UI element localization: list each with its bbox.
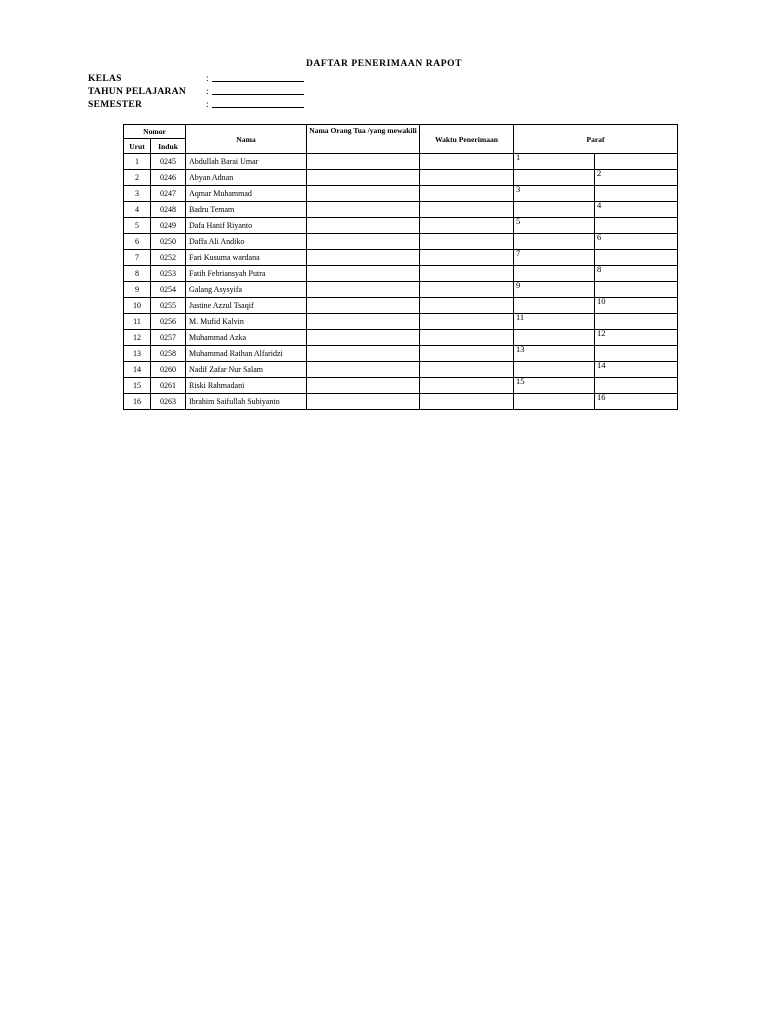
cell-urut: 14 [124, 362, 151, 378]
cell-urut: 3 [124, 186, 151, 202]
paraf-number: 16 [597, 393, 606, 402]
field-blank-line [212, 98, 304, 108]
table-row [124, 234, 678, 250]
cell-nama: M. Mufid Kalvin [186, 314, 307, 330]
cell-orang-tua [307, 202, 420, 218]
paraf-number: 3 [516, 185, 521, 194]
paraf-number: 8 [597, 265, 602, 274]
field-colon: : [206, 74, 209, 84]
field-blank-line [212, 72, 304, 82]
header-nama: Nama [186, 125, 307, 154]
cell-waktu [420, 202, 514, 218]
cell-urut: 6 [124, 234, 151, 250]
cell-nama: Abyan Adnan [186, 170, 307, 186]
paraf-number: 12 [597, 329, 606, 338]
header-induk: Induk [151, 139, 186, 154]
field-colon: : [206, 100, 209, 110]
cell-nama: Abdullah Barai Umar [186, 154, 307, 170]
cell-urut: 9 [124, 282, 151, 298]
field-label: KELAS [88, 74, 122, 84]
paraf-number: 2 [597, 169, 602, 178]
cell-waktu [420, 218, 514, 234]
cell-orang-tua [307, 394, 420, 410]
cell-orang-tua [307, 266, 420, 282]
cell-paraf-right [595, 346, 678, 362]
field-kelas [88, 71, 304, 84]
table-row [124, 154, 678, 170]
cell-waktu [420, 266, 514, 282]
cell-induk: 0247 [151, 186, 186, 202]
header-info [88, 71, 304, 110]
receipt-table [123, 124, 678, 410]
cell-induk: 0248 [151, 202, 186, 218]
cell-induk: 0261 [151, 378, 186, 394]
cell-urut: 13 [124, 346, 151, 362]
cell-nama: Riski Rahmadani [186, 378, 307, 394]
field-blank-line [212, 85, 304, 95]
paraf-number: 10 [597, 297, 606, 306]
cell-paraf-right [595, 266, 678, 282]
header-waktu: Waktu Penerimaan [420, 125, 514, 154]
cell-paraf-right [595, 250, 678, 266]
cell-paraf-right [595, 298, 678, 314]
cell-nama: Dafa Hanif Riyanto [186, 218, 307, 234]
cell-waktu [420, 186, 514, 202]
cell-urut: 15 [124, 378, 151, 394]
cell-induk: 0257 [151, 330, 186, 346]
cell-induk: 0246 [151, 170, 186, 186]
cell-orang-tua [307, 330, 420, 346]
field-label: SEMESTER [88, 100, 143, 110]
cell-induk: 0258 [151, 346, 186, 362]
cell-nama: Justine Azzul Tsaqif [186, 298, 307, 314]
paraf-number: 4 [597, 201, 602, 210]
cell-urut: 8 [124, 266, 151, 282]
cell-waktu [420, 170, 514, 186]
cell-urut: 4 [124, 202, 151, 218]
cell-waktu [420, 250, 514, 266]
cell-orang-tua [307, 218, 420, 234]
cell-paraf-right [595, 394, 678, 410]
cell-urut: 1 [124, 154, 151, 170]
cell-orang-tua [307, 170, 420, 186]
cell-induk: 0260 [151, 362, 186, 378]
cell-nama: Nadif Zafar Nur Salam [186, 362, 307, 378]
cell-nama: Fari Kusuma wardana [186, 250, 307, 266]
cell-waktu [420, 314, 514, 330]
field-label: TAHUN PELAJARAN [88, 87, 187, 97]
table-row [124, 298, 678, 314]
header-orang-tua: Nama Orang Tua /yang mewakili [307, 125, 420, 154]
table-row [124, 330, 678, 346]
table-row [124, 170, 678, 186]
paraf-number: 5 [516, 217, 521, 226]
cell-nama: Muhammad Raihan Alfaridzi [186, 346, 307, 362]
cell-paraf-left [514, 250, 595, 266]
cell-paraf-left [514, 378, 595, 394]
cell-waktu [420, 298, 514, 314]
table-row [124, 314, 678, 330]
cell-waktu [420, 394, 514, 410]
cell-paraf-left [514, 298, 595, 314]
cell-orang-tua [307, 154, 420, 170]
cell-paraf-right [595, 378, 678, 394]
paraf-number: 11 [516, 313, 525, 322]
field-colon: : [206, 87, 209, 97]
cell-orang-tua [307, 346, 420, 362]
cell-nama: Daffa Ali Andiko [186, 234, 307, 250]
cell-urut: 12 [124, 330, 151, 346]
table-row [124, 282, 678, 298]
cell-paraf-left [514, 362, 595, 378]
cell-urut: 7 [124, 250, 151, 266]
paraf-number: 6 [597, 233, 602, 242]
cell-orang-tua [307, 186, 420, 202]
cell-paraf-right [595, 362, 678, 378]
cell-waktu [420, 282, 514, 298]
paraf-number: 15 [516, 377, 525, 386]
cell-waktu [420, 346, 514, 362]
paraf-number: 13 [516, 345, 525, 354]
cell-nama: Fatih Febriansyah Putra [186, 266, 307, 282]
paraf-number: 14 [597, 361, 606, 370]
paraf-number: 1 [516, 153, 521, 162]
cell-urut: 10 [124, 298, 151, 314]
cell-orang-tua [307, 234, 420, 250]
cell-nama: Badru Temam [186, 202, 307, 218]
cell-paraf-right [595, 282, 678, 298]
cell-paraf-right [595, 218, 678, 234]
cell-urut: 2 [124, 170, 151, 186]
cell-paraf-right [595, 186, 678, 202]
cell-paraf-left [514, 186, 595, 202]
cell-induk: 0245 [151, 154, 186, 170]
field-tahun-pelajaran [88, 84, 304, 97]
cell-orang-tua [307, 250, 420, 266]
cell-nama: Muhammad Azka [186, 330, 307, 346]
header-urut: Urut [124, 139, 151, 154]
cell-orang-tua [307, 362, 420, 378]
cell-paraf-left [514, 170, 595, 186]
table-row [124, 394, 678, 410]
cell-orang-tua [307, 282, 420, 298]
cell-nama: Ibrahim Saifullah Subiyanto [186, 394, 307, 410]
cell-orang-tua [307, 314, 420, 330]
cell-paraf-right [595, 170, 678, 186]
cell-paraf-left [514, 218, 595, 234]
cell-paraf-right [595, 154, 678, 170]
cell-induk: 0252 [151, 250, 186, 266]
cell-urut: 16 [124, 394, 151, 410]
cell-paraf-left [514, 314, 595, 330]
cell-induk: 0256 [151, 314, 186, 330]
paraf-number: 7 [516, 249, 521, 258]
cell-paraf-left [514, 282, 595, 298]
cell-orang-tua [307, 378, 420, 394]
cell-urut: 11 [124, 314, 151, 330]
cell-waktu [420, 378, 514, 394]
table-row [124, 186, 678, 202]
header-paraf: Paraf [514, 125, 678, 154]
field-semester [88, 97, 304, 110]
table-row [124, 346, 678, 362]
table-row [124, 362, 678, 378]
page-title: DAFTAR PENERIMAAN RAPOT [305, 59, 463, 69]
cell-orang-tua [307, 298, 420, 314]
cell-paraf-left [514, 346, 595, 362]
header-nomor: Nomor [124, 125, 186, 139]
cell-induk: 0255 [151, 298, 186, 314]
table-row [124, 378, 678, 394]
table-row [124, 266, 678, 282]
cell-paraf-right [595, 202, 678, 218]
cell-nama: Galang Asysyifa [186, 282, 307, 298]
cell-induk: 0249 [151, 218, 186, 234]
cell-induk: 0253 [151, 266, 186, 282]
cell-induk: 0254 [151, 282, 186, 298]
cell-urut: 5 [124, 218, 151, 234]
table-row [124, 218, 678, 234]
cell-paraf-right [595, 330, 678, 346]
table-row [124, 250, 678, 266]
cell-paraf-left [514, 234, 595, 250]
cell-induk: 0263 [151, 394, 186, 410]
cell-induk: 0250 [151, 234, 186, 250]
cell-waktu [420, 234, 514, 250]
cell-waktu [420, 362, 514, 378]
cell-waktu [420, 330, 514, 346]
table-row [124, 202, 678, 218]
cell-paraf-left [514, 266, 595, 282]
cell-nama: Aqmar Muhammad [186, 186, 307, 202]
cell-paraf-left [514, 154, 595, 170]
cell-paraf-left [514, 394, 595, 410]
paraf-number: 9 [516, 281, 521, 290]
cell-paraf-left [514, 202, 595, 218]
cell-paraf-right [595, 234, 678, 250]
cell-paraf-left [514, 330, 595, 346]
cell-waktu [420, 154, 514, 170]
cell-paraf-right [595, 314, 678, 330]
